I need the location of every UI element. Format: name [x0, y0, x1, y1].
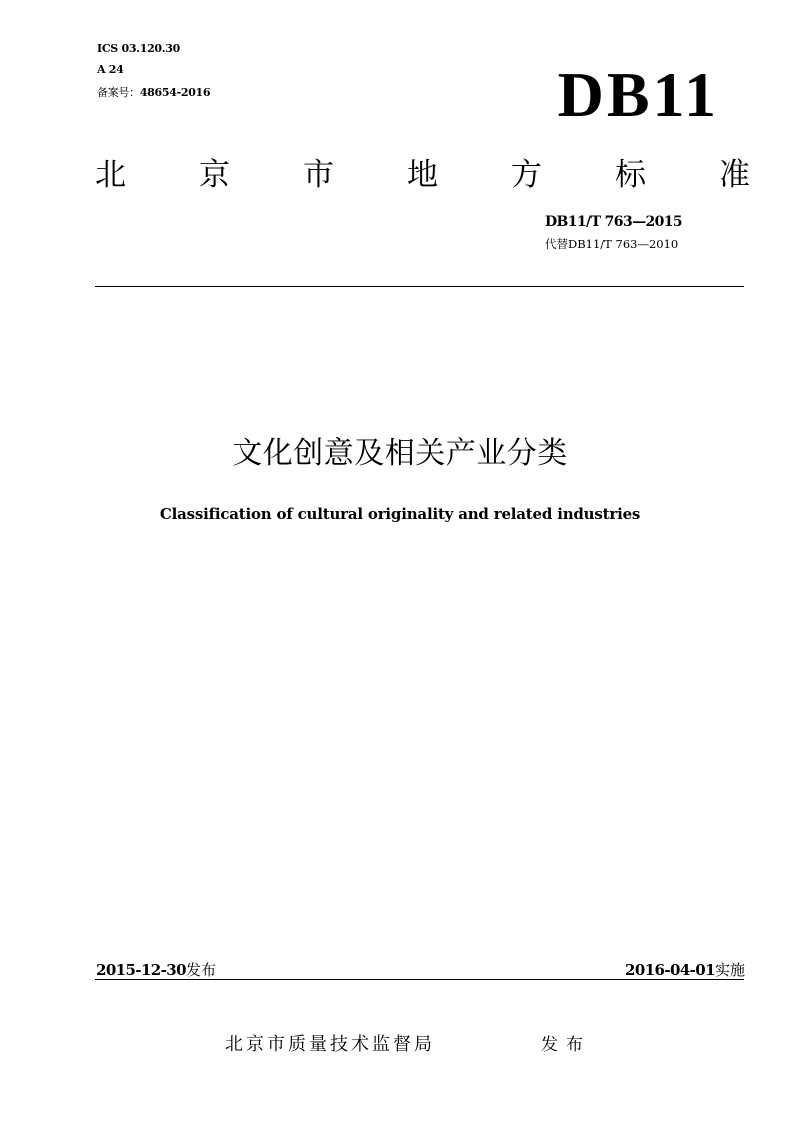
standard-type-char: 京: [199, 157, 230, 193]
classification-code: A 24: [97, 63, 124, 76]
standard-type-char: 准: [719, 157, 750, 193]
document-title-en: Classification of cultural originality and related industries: [159, 505, 641, 523]
top-divider: [95, 286, 744, 287]
ics-code: ICS 03.120.30: [97, 42, 181, 55]
filing-label: 备案号：: [97, 86, 140, 99]
standard-type-heading: [95, 155, 750, 195]
replaces-number: DB11/T 763—2010: [568, 237, 679, 251]
publish-date: [96, 959, 216, 980]
replaces-label: 代替: [545, 237, 568, 251]
effective-label: 实施: [714, 961, 745, 979]
document-title-zh: 文化创意及相关产业分类: [232, 436, 568, 471]
filing-number: [97, 84, 210, 100]
replaces-note: [545, 236, 678, 252]
standard-number: DB11/T 763—2015: [545, 214, 683, 230]
publish-date-value: 2015-12-30: [96, 961, 186, 979]
standard-type-char: 地: [407, 157, 438, 193]
standard-type-char: 方: [511, 157, 542, 193]
effective-date: [625, 959, 745, 980]
standard-type-char: 市: [303, 157, 334, 193]
db11-logo: DB11: [557, 59, 719, 130]
filing-number-value: 48654-2016: [139, 86, 211, 99]
issuer-name: 北京市质量技术监督局: [225, 1034, 435, 1055]
standard-type-char: 北: [95, 157, 126, 193]
issuer-action: 发布: [541, 1035, 591, 1055]
bottom-divider: [95, 979, 744, 980]
standard-type-char: 标: [615, 157, 646, 193]
effective-date-value: 2016-04-01: [625, 961, 715, 979]
publish-label: 发布: [185, 961, 216, 979]
